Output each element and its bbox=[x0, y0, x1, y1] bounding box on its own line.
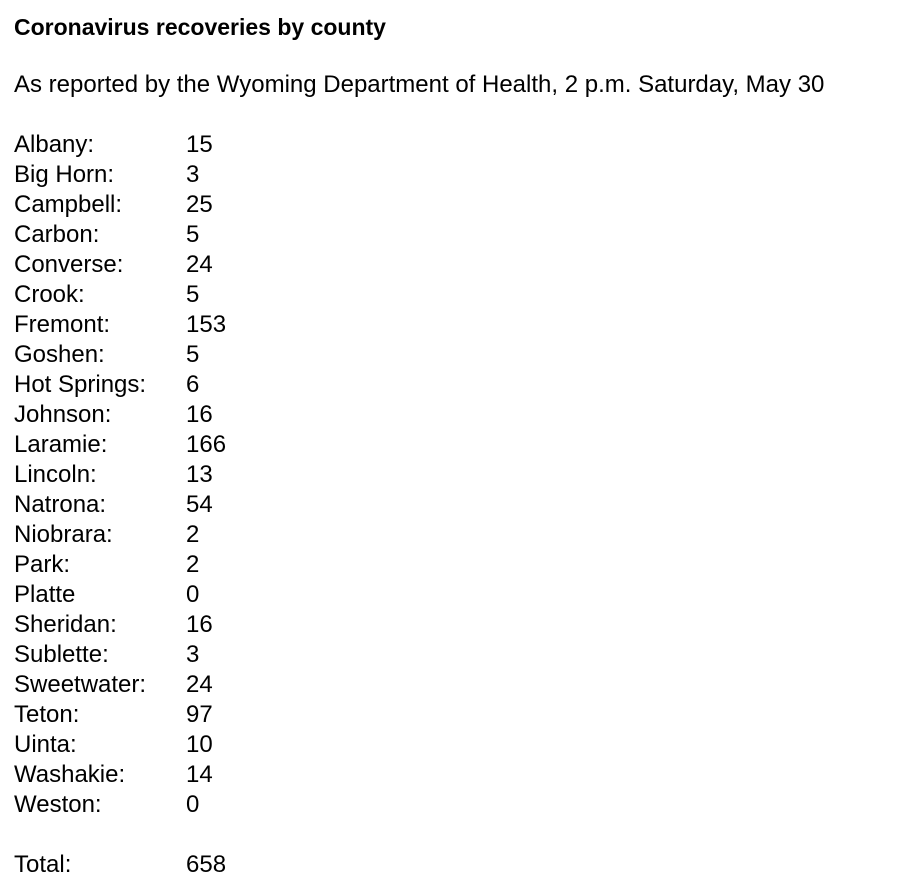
county-row bbox=[14, 610, 904, 640]
county-name: Fremont: bbox=[14, 311, 111, 338]
county-name: Sheridan: bbox=[14, 611, 117, 638]
county-value: 3 bbox=[186, 161, 200, 188]
county-name: Park: bbox=[14, 551, 71, 578]
county-recoveries-list bbox=[14, 130, 904, 880]
document-page bbox=[14, 10, 904, 880]
county-name: Johnson: bbox=[14, 401, 112, 428]
county-value: 0 bbox=[186, 581, 200, 608]
county-value: 13 bbox=[186, 461, 213, 488]
county-name: Sweetwater: bbox=[14, 671, 147, 698]
county-value: 15 bbox=[186, 131, 213, 158]
county-row bbox=[14, 220, 904, 250]
county-name: Natrona: bbox=[14, 491, 107, 518]
county-value: 3 bbox=[186, 641, 200, 668]
total-value: 658 bbox=[186, 851, 227, 878]
county-value: 14 bbox=[186, 761, 213, 788]
county-name: Washakie: bbox=[14, 761, 126, 788]
document-subtitle: As reported by the Wyoming Department of Health, 2 p.m. Saturday, May 30 bbox=[14, 71, 825, 98]
county-row bbox=[14, 640, 904, 670]
county-name: Carbon: bbox=[14, 221, 100, 248]
county-name: Crook: bbox=[14, 281, 85, 308]
county-row bbox=[14, 340, 904, 370]
county-value: 5 bbox=[186, 221, 200, 248]
county-row bbox=[14, 190, 904, 220]
county-row bbox=[14, 490, 904, 520]
county-row bbox=[14, 430, 904, 460]
county-name: Albany: bbox=[14, 131, 95, 158]
document-title: Coronavirus recoveries by county bbox=[14, 14, 386, 40]
county-name: Converse: bbox=[14, 251, 124, 278]
county-name: Goshen: bbox=[14, 341, 105, 368]
county-row bbox=[14, 760, 904, 790]
county-value: 25 bbox=[186, 191, 213, 218]
county-row bbox=[14, 310, 904, 340]
county-name: Big Horn: bbox=[14, 161, 115, 188]
county-name: Lincoln: bbox=[14, 461, 97, 488]
county-value: 16 bbox=[186, 401, 213, 428]
total-label: Total: bbox=[14, 851, 72, 878]
county-row bbox=[14, 160, 904, 190]
county-name: Sublette: bbox=[14, 641, 109, 668]
county-row bbox=[14, 460, 904, 490]
county-row bbox=[14, 670, 904, 700]
county-row bbox=[14, 130, 904, 160]
county-value: 24 bbox=[186, 671, 213, 698]
county-value: 16 bbox=[186, 611, 213, 638]
county-value: 10 bbox=[186, 731, 213, 758]
county-name: Hot Springs: bbox=[14, 371, 147, 398]
county-value: 5 bbox=[186, 341, 200, 368]
county-row bbox=[14, 250, 904, 280]
county-row bbox=[14, 280, 904, 310]
county-row bbox=[14, 790, 904, 820]
county-value: 166 bbox=[186, 431, 227, 458]
county-row bbox=[14, 580, 904, 610]
county-name: Campbell: bbox=[14, 191, 123, 218]
county-name: Uinta: bbox=[14, 731, 77, 758]
county-value: 2 bbox=[186, 551, 200, 578]
county-row bbox=[14, 400, 904, 430]
county-name: Teton: bbox=[14, 701, 80, 728]
county-row bbox=[14, 700, 904, 730]
county-value: 97 bbox=[186, 701, 213, 728]
county-value: 5 bbox=[186, 281, 200, 308]
county-value: 2 bbox=[186, 521, 200, 548]
county-row bbox=[14, 550, 904, 580]
county-name: Weston: bbox=[14, 791, 102, 818]
county-value: 153 bbox=[186, 311, 227, 338]
county-value: 6 bbox=[186, 371, 200, 398]
county-value: 54 bbox=[186, 491, 213, 518]
county-row bbox=[14, 370, 904, 400]
county-row bbox=[14, 520, 904, 550]
county-row bbox=[14, 730, 904, 760]
county-name: Laramie: bbox=[14, 431, 108, 458]
county-name: Niobrara: bbox=[14, 521, 113, 548]
county-value: 0 bbox=[186, 791, 200, 818]
total-row bbox=[14, 850, 904, 880]
county-name: Platte bbox=[14, 581, 76, 608]
county-value: 24 bbox=[186, 251, 213, 278]
